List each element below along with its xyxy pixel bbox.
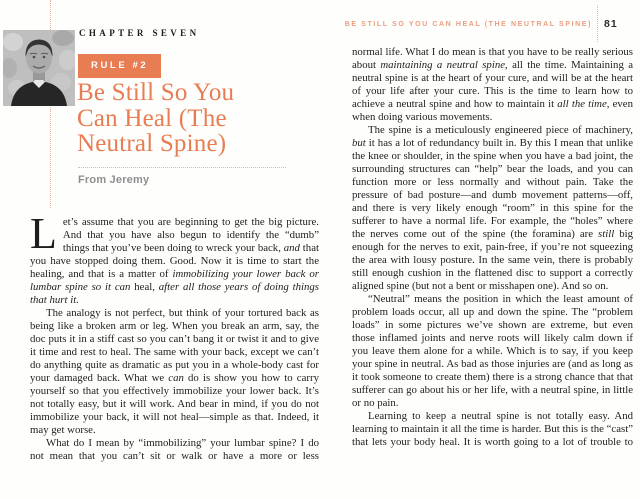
paragraph: normal life. What I do mean is that you have to be really serious about maintaining a neutral spine, all the time. Maintaining a neutral spine is at the heart of your cure, and will be at the heart of your life after your cure. This is the time to learn how to achieve a neutral spine and how to maintain it all the time, even when doing various movements. [352, 46, 634, 123]
right-text-column [352, 46, 633, 449]
paragraph: The analogy is not perfect, but think of your tortured back as being like a broken arm or leg. When you break an arm, say, the doc puts it in a stiff cast so you can’t bang it or twist it and to give it time and rest to heal. The same with your back, except we can’t do anything quite as dramatic as put you in a whole-body cast for your damaged back. What we can do is show you how to carry yourself so that you effectively immobilize your lower back. It’s not totally easy, but it will work. And bear in mind, if you do not immobilize your back, it will not heal—simple as that. Indeed, it may get worse. [30, 307, 319, 436]
chapter-title-line-2: Can Heal (The [77, 104, 227, 132]
paragraph: “Neutral” means the position in which the least amount of problem loads occur, all up and down the spine. The “problem loads” in some pictures we’ve shown are extreme, but even those inflamed joints and nerve roots will likely calm down if you leave them alone for a while. Which is to say, if you keep your spine in neutral. As bad as those injuries are (and as long as it took someone to create them) there is a strong chance that that sufferer can go about his or her life, with a neutral spine, in little or no pain. [352, 293, 633, 409]
dropcap-letter: L [30, 209, 57, 258]
left-text-column [30, 209, 319, 463]
author-photo-image [3, 30, 75, 106]
chapter-title [77, 80, 317, 157]
page-number: 81 [604, 18, 618, 30]
byline-dotted-rule [78, 167, 286, 168]
paragraph: Learning to keep a neutral spine is not totally easy. And learning to maintain it all the time is harder. But this is the “cast” that lets your body heal. It is worth going to a lot of trouble to [352, 410, 633, 448]
paragraph: Let’s assume that you are beginning to get the big picture. And that you have also begun to identify the “dumb” things that you’ve been doing to wreck your back, and that you have stopped doing them. Good. Now it is time to start the healing, and that is a matter of immobilizing your lower back or lumbar spine so it can heal, after all those years of doing things that hurt it. [30, 209, 319, 306]
author-photo [3, 30, 75, 106]
rule-badge: RULE #2 [78, 54, 161, 78]
byline: From Jeremy [78, 174, 150, 186]
header-page-number-divider [597, 5, 598, 42]
running-header: BE STILL SO YOU CAN HEAL (THE NEUTRAL SPINE) [344, 21, 592, 28]
chapter-title-line-3: Neutral Spine) [77, 130, 227, 157]
chapter-title-line-1: Be Still So You [77, 79, 235, 106]
paragraph: The spine is a meticulously engineered piece of machinery, but it has a lot of redundancy built in. By this I mean that unlike the knee or shoulder, in the spine when you have a bad joint, the surrounding structures can “help” bear the loads, and you can function more or less normally and without pain. Take the pressure of bad posture—and dumb movement patterns—off, and there is very likely enough “room” in this spine for the sufferer to have a normal life. For example, the “holes” where the nerves come out of the spine (the foramina) are still big enough for the nerves to exit, pain-free, if you’re not squeezing the area with lousy posture. In the same vein, there is probably still enough cushion in the flattened disc to support a correctly aligned spine (but not a bent or misshapen one). And so on. [352, 124, 633, 292]
chapter-label: CHAPTER SEVEN [79, 28, 200, 38]
paragraph: What do I mean by “immobilizing” your lumbar spine? I do not mean that you can’t sit or walk or have a more or less [30, 437, 319, 462]
